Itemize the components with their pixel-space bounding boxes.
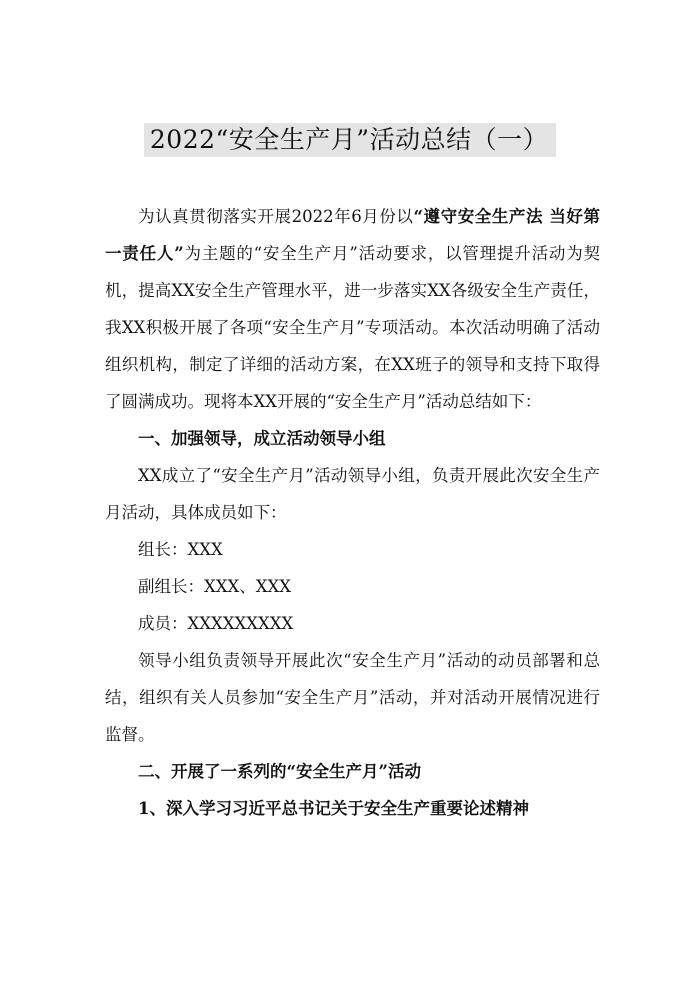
document-body bbox=[105, 198, 600, 827]
intro-theme-bold: “遵守安全生产法 当好第一责任人” bbox=[105, 207, 600, 263]
intro-text-2: 为主题的“安全生产月”活动要求，以管理提升活动为契机，提高XX安全生产管理水平，进一步落实XX各级安全生产责任，我XX积极开展了各项“安全生产月”专项活动。本次活动明确了活动组织机构，制定了详细的活动方案，在XX班子的领导和支持下取得了圆满成功。现将本XX开展的“安全生产月”活动总结如下： bbox=[105, 244, 600, 411]
subsection-1-heading: 1、深入学习习近平总书记关于安全生产重要论述精神 bbox=[138, 799, 529, 818]
deputy-line: 副组长：XXX、XXX bbox=[138, 577, 291, 596]
section-1-paragraph-2: 领导小组负责领导开展此次“安全生产月”活动的动员部署和总结，组织有关人员参加“安全生产月”活动，并对活动开展情况进行监督。 bbox=[105, 651, 600, 744]
members-line: 成员：XXXXXXXXX bbox=[138, 614, 294, 633]
title-container bbox=[0, 123, 700, 157]
section-2-heading: 二、开展了一系列的“安全生产月”活动 bbox=[138, 762, 421, 781]
section-1-heading: 一、加强领导，成立活动领导小组 bbox=[138, 429, 386, 448]
section-1-paragraph: XX成立了“安全生产月”活动领导小组，负责开展此次安全生产月活动，具体成员如下： bbox=[105, 466, 600, 522]
leader-line: 组长：XXX bbox=[138, 540, 223, 559]
intro-paragraph bbox=[105, 198, 600, 420]
document-title: 2022“安全生产月”活动总结（一） bbox=[144, 123, 556, 157]
intro-text-1: 为认真贯彻落实开展2022年6月份以 bbox=[138, 207, 414, 226]
